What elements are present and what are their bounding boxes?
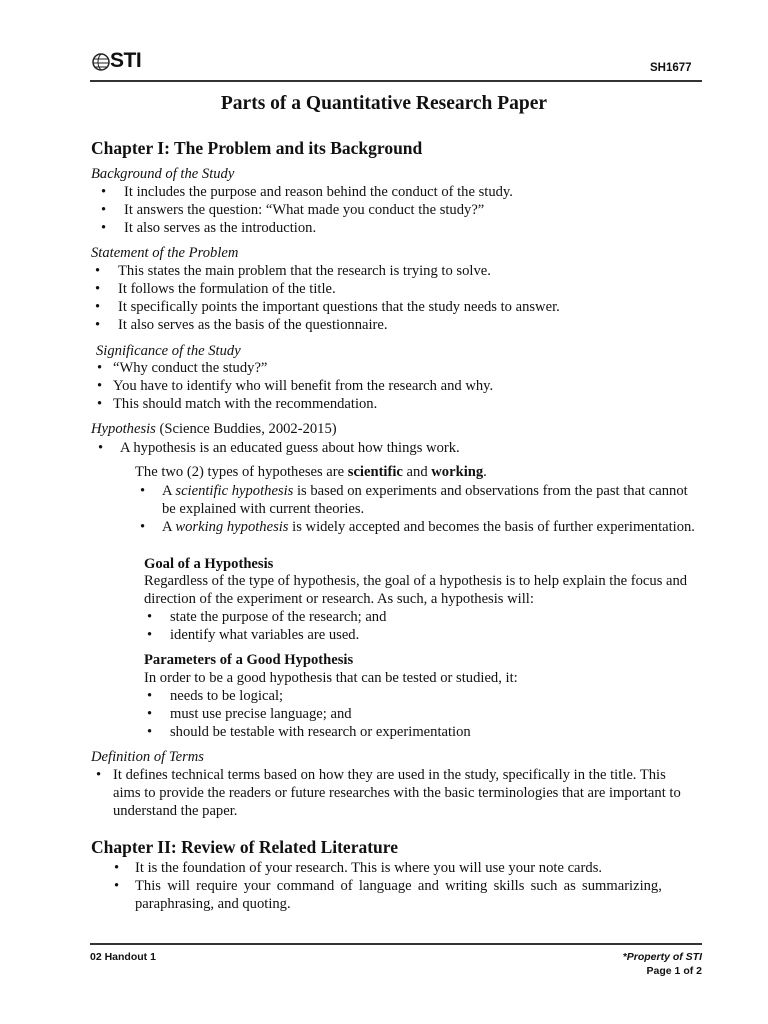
list-item: This should match with the recommendation. [113, 396, 378, 412]
chapter-1-heading: Chapter I: The Problem and its Background [91, 138, 423, 158]
params-title: Parameters of a Good Hypothesis [144, 652, 354, 668]
significance-title: Significance of the Study [96, 343, 241, 359]
list-item: It follows the formulation of the title. [118, 281, 336, 297]
list-item: It is the foundation of your research. This is where you will use your note cards. [135, 860, 603, 876]
bullet: • [147, 706, 153, 722]
list-item: It includes the purpose and reason behind the conduct of the study. [124, 184, 513, 200]
footer-rule [90, 943, 702, 945]
list-item-cont: paraphrasing, and quoting. [135, 896, 291, 912]
list-item: It specifically points the important questions that the study needs to answer. [118, 299, 560, 315]
list-item: “Why conduct the study?” [113, 360, 268, 376]
scientific-hypothesis-item: A scientific hypothesis is based on experiments and observations from the past that cannot [162, 483, 688, 499]
page-title: Parts of a Quantitative Research Paper [220, 93, 548, 114]
scientific-hypothesis-item-cont: be explained with current theories. [162, 501, 365, 517]
bullet: • [140, 519, 146, 535]
list-item: state the purpose of the research; and [170, 609, 387, 625]
bullet: • [147, 609, 153, 625]
list-item: You have to identify who will benefit from the research and why. [113, 378, 494, 394]
background-title: Background of the Study [91, 166, 235, 182]
goal-text: Regardless of the type of hypothesis, the goal of a hypothesis is to help explain the focus and [144, 573, 688, 589]
chapter-2-heading: Chapter II: Review of Related Literature [91, 837, 398, 857]
hypothesis-citation: (Science Buddies, 2002-2015) [159, 421, 337, 437]
list-item: It answers the question: “What made you conduct the study?” [124, 202, 485, 218]
bullet: • [95, 263, 101, 279]
goal-title: Goal of a Hypothesis [144, 556, 274, 572]
definition-text-cont: understand the paper. [113, 803, 238, 819]
bullet: • [147, 724, 153, 740]
list-item: This will require your command of language and writing skills such as summarizing, [135, 878, 662, 894]
hypothesis-title: Hypothesis [91, 421, 156, 437]
bullet: • [97, 396, 103, 412]
document-code: SH1677 [650, 62, 692, 74]
list-item: needs to be logical; [170, 688, 284, 704]
bullet: • [147, 688, 153, 704]
definition-text: It defines technical terms based on how they are used in the study, specifically in the title. This [113, 767, 666, 783]
header-rule [90, 80, 702, 82]
bullet: • [101, 184, 107, 200]
list-item: should be testable with research or experimentation [170, 724, 471, 740]
bullet: • [98, 440, 104, 456]
bullet: • [114, 878, 120, 894]
bullet: • [101, 220, 107, 236]
bullet: • [96, 767, 102, 783]
logo-text: STI [110, 49, 142, 72]
footer-handout-label: 02 Handout 1 [90, 951, 156, 963]
type-working: working [431, 464, 484, 480]
list-item: It also serves as the introduction. [124, 220, 317, 236]
working-hypothesis-item: A working hypothesis is widely accepted and becomes the basis of further experimentation. [162, 519, 695, 535]
goal-text-cont: direction of the experiment or research. As such, a hypothesis will: [144, 591, 534, 607]
definition-text-cont: aims to provide the readers or future researches with the basic terminologies that are important to [113, 785, 681, 801]
list-item: This states the main problem that the research is trying to solve. [118, 263, 491, 279]
bullet: • [114, 860, 120, 876]
params-intro: In order to be a good hypothesis that can be tested or studied, it: [144, 670, 518, 686]
hypothesis-types: The two (2) types of hypotheses are scientific and working. [135, 464, 487, 480]
bullet: • [140, 483, 146, 499]
footer-page-number: Page 1 of 2 [646, 965, 702, 977]
list-item: A hypothesis is an educated guess about how things work. [120, 440, 460, 456]
hypothesis-heading [91, 421, 337, 438]
list-item: identify what variables are used. [170, 627, 360, 643]
bullet: • [95, 299, 101, 315]
definition-title: Definition of Terms [91, 749, 204, 765]
type-scientific: scientific [347, 464, 403, 480]
footer-property: *Property of STI [622, 951, 702, 963]
bullet: • [95, 281, 101, 297]
statement-title: Statement of the Problem [91, 245, 239, 261]
sti-globe-icon [92, 50, 112, 74]
list-item: It also serves as the basis of the questionnaire. [118, 317, 388, 333]
bullet: • [147, 627, 153, 643]
bullet: • [97, 378, 103, 394]
list-item: must use precise language; and [170, 706, 352, 722]
bullet: • [97, 360, 103, 376]
bullet: • [95, 317, 101, 333]
bullet: • [101, 202, 107, 218]
